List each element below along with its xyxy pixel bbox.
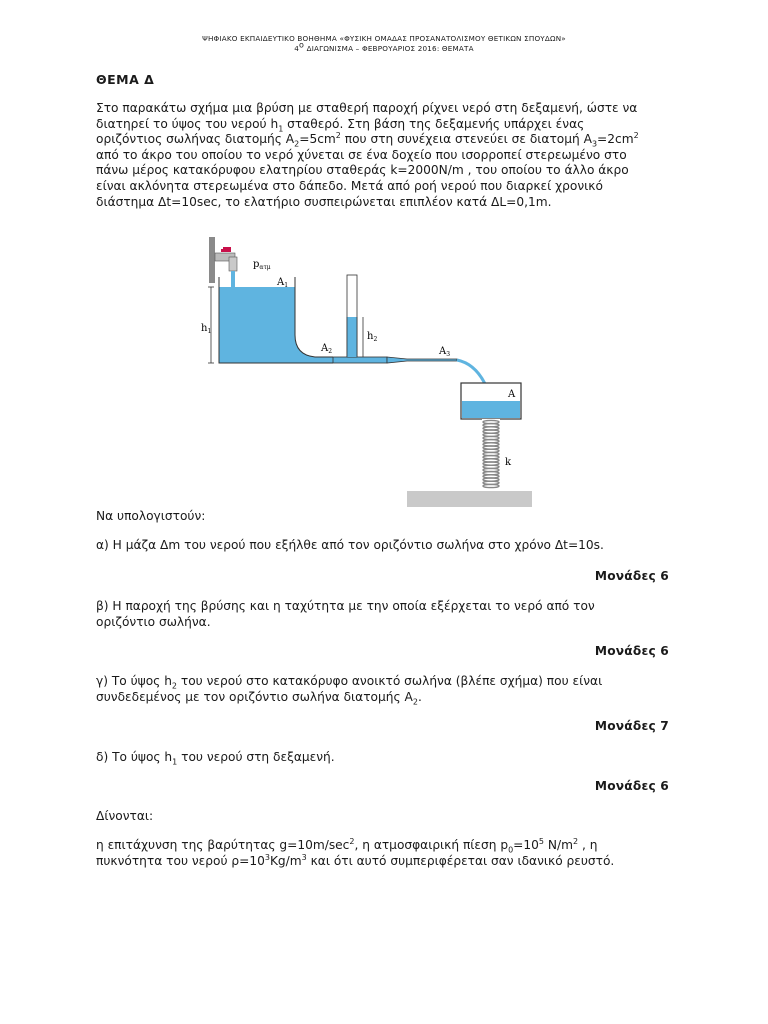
section-title: ΘΕΜΑ Δ (96, 72, 155, 87)
svg-text:pατμ: $p_{\alpha\tau\mu}$ (253, 259, 271, 271)
tank-diagram (201, 235, 532, 507)
marks-c: Μονάδες 7 (594, 719, 669, 733)
marks-d: Μονάδες 6 (594, 779, 669, 793)
svg-text:k: k (505, 457, 512, 468)
tank-diagram-svg (201, 235, 532, 507)
svg-text:h1: $h_1$ (201, 323, 212, 335)
header-line-1: ΨΗΦΙΑΚΟ ΕΚΠΑΙΔΕΥΤΙΚΟ ΒΟΗΘΗΜΑ «ΦΥΣΙΚΗ ΟΜΑΔΑΣ ΠΡΟΣΑΝΑΤΟΛΙΣΜΟΥ ΘΕΤΙΚΩΝ ΣΠΟΥΔΩΝ» (202, 34, 566, 43)
pipe-a2 (333, 357, 387, 363)
given-title: Δίνονται: (96, 809, 154, 823)
tank-water (219, 287, 333, 363)
svg-text:A3: $A_3$ (439, 346, 451, 358)
svg-text:A1: $A_1$ (277, 277, 289, 289)
header-line-2: $4^o$ ΔΙΑΓΩΝΙΣΜΑ – ΦΕΒΡΟΥΑΡΙΟΣ 2016: ΘΕΜΑΤΑ (294, 40, 474, 53)
question-c: γ) Το ύψος $h_2$ του νερού στο κατακόρυφο ανοικτό σωλήνα (βλέπε σχήμα) που είναι συνδεδεμένος με τον οριζόντιο σωλήνα διατομής $A_2$. (96, 674, 603, 707)
spring-icon (482, 419, 500, 491)
given-values: η επιτάχυνση της βαρύτητας $g=10m/\sec^2$, η ατμοσφαιρική πίεση $p_0=10^5$ $N/m^2$ , η πυκνότητα του νερού $\rho=10^3Kg/m^3$ και ότι αυτό συμπεριφέρεται σαν ιδανικό ρευστό. (96, 836, 615, 868)
svg-text:A: A (508, 389, 516, 400)
calc-intro: Να υπολογιστούν: (96, 509, 206, 523)
question-d: δ) Το ύψος $h_1$ του νερού στη δεξαμενή. (96, 750, 335, 767)
marks-a: Μονάδες 6 (594, 569, 669, 583)
svg-text:A2: $A_2$ (321, 343, 333, 355)
question-a: α) Η μάζα Δm του νερού που εξήλθε από τον οριζόντιο σωλήνα στο χρόνο Δt=10s. (96, 538, 604, 552)
svg-text:h2: $h_2$ (367, 331, 378, 343)
wall-bracket (209, 237, 215, 283)
h1-dimension (208, 287, 214, 363)
floor (407, 491, 532, 507)
problem-statement: Στο παρακάτω σχήμα μια βρύση με σταθερή παροχή ρίχνει νερό στη δεξαμενή, ώστε να διατηρεί το ύψος του νερού $h_1$ σταθερό. Στη βάση της δεξαμενής υπάρχει ένας οριζόντιος σωλήνας διατομής $A_2=5cm^2$ που στη συνέχεια στενεύει σε διατομή $A_3=2cm^2$ από το άκρο του οποίου το νερό χύνεται σε ένα δοχείο που ισορροπεί στερεωμένο στο πάνω μέρος κατακόρυφου ελατηρίου σταθεράς k=2000N/m , του οποίου το άλλο άκρο είναι ακλόνητα στερεωμένα στο δάπεδο. Μετά από ροή νερού που διαρκεί χρονικό διάστημα Δt=10sec, το ελατήριο συσπειρώνεται επιπλέον κατά ΔL=0,1m. (96, 101, 639, 209)
tap-stream (231, 271, 235, 289)
tap-icon (215, 247, 237, 271)
tube-water (347, 317, 357, 357)
question-b: β) Η παροχή της βρύσης και η ταχύτητα με την οποία εξέρχεται το νερό από τον οριζόντιο σωλήνα. (96, 599, 595, 629)
document-header (0, 34, 768, 54)
container-water (462, 401, 520, 418)
marks-b: Μονάδες 6 (594, 644, 669, 658)
